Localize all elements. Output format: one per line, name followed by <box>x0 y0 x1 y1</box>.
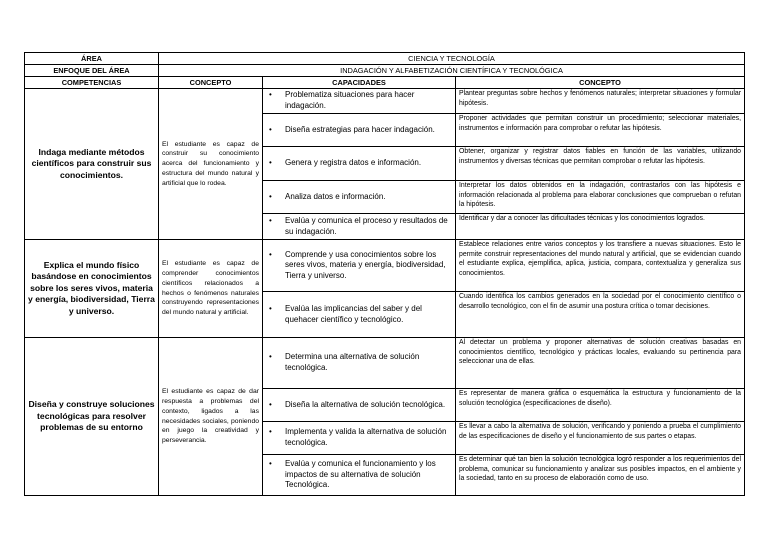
capacidad-row <box>25 89 745 114</box>
bullet-icon: • <box>269 427 272 437</box>
capacidad-cell <box>263 455 456 496</box>
capacidad-label: Comprende y usa conocimientos sobre los seres vivos, materia y energía, biodiversidad, Tierra y universo. <box>285 249 446 280</box>
capacidad-label: Analiza datos e información. <box>285 191 386 201</box>
capacidad-concept: Interpretar los datos obtenidos en la indagación, contrastarlos con las hipótesis e información relacionada al problema para elaborar conclusiones que comprueban o refutan la hipótesis. <box>456 181 745 214</box>
capacidad-concept: Plantear preguntas sobre hechos y fenómenos naturales; interpretar situaciones y formular hipótesis. <box>456 89 745 114</box>
bullet-icon: • <box>269 215 272 225</box>
area-label: ÁREA <box>25 53 159 65</box>
bullet-icon: • <box>269 352 272 362</box>
capacidad-label: Diseña estrategias para hacer indagación. <box>285 124 435 134</box>
bullet-icon: • <box>269 191 272 201</box>
column-header-row <box>25 77 745 89</box>
capacidad-concept: Cuando identifica los cambios generados en la sociedad por el conocimiento científico o desarrollo tecnológico, con el fin de asumir una postura crítica o tomar decisiones. <box>456 292 745 338</box>
capacidad-label: Determina una alternativa de solución tecnológica. <box>285 352 420 372</box>
capacidad-cell <box>263 147 456 181</box>
capacidad-concept: Obtener, organizar y registrar datos fiables en función de las variables, utilizando instrumentos y diversas técnicas que permitan comprobar o refutar las hipótesis. <box>456 147 745 181</box>
capacidad-label: Evalúa las implicancias del saber y del quehacer científico y tecnológico. <box>285 303 422 324</box>
capacidad-cell <box>263 89 456 114</box>
capacidad-cell <box>263 214 456 240</box>
capacidad-concept: Es representar de manera gráfica o esquemática la estructura y funcionamiento de la solución tecnológica (especificaciones de diseño). <box>456 389 745 422</box>
competencia-name: Diseña y construye soluciones tecnológicas para resolver problemas de su entorno <box>25 338 159 496</box>
bullet-icon: • <box>269 303 272 313</box>
capacidad-concept: Identificar y dar a conocer las dificultades técnicas y los conocimientos logrados. <box>456 214 745 240</box>
competencia-concept: El estudiante es capaz de comprender conocimientos científicos relacionados a hechos o fenómenos naturales construyendo representaciones del mundo natural y artificial. <box>159 240 263 338</box>
capacidad-cell <box>263 422 456 455</box>
bullet-icon: • <box>269 399 272 409</box>
competencia-concept: El estudiante es capaz de construir su conocimiento acerca del funcionamiento y estructura del mundo natural y artificial que lo rodea. <box>159 89 263 240</box>
capacidad-concept: Es llevar a cabo la alternativa de solución, verificando y poniendo a prueba el cumplimiento de las especificaciones de diseño y el funcionamiento de sus partes o etapas. <box>456 422 745 455</box>
capacidad-label: Implementa y valida la alternativa de solución tecnológica. <box>285 427 447 447</box>
capacidad-label: Genera y registra datos e información. <box>285 158 422 168</box>
bullet-icon: • <box>269 459 272 469</box>
col-concepto-2: CONCEPTO <box>456 77 745 89</box>
enfoque-row <box>25 65 745 77</box>
competencia-name: Explica el mundo físico basándose en conocimientos sobre los seres vivos, materia y energía, biodiversidad, Tierra y universo. <box>25 240 159 338</box>
capacidad-cell <box>263 181 456 214</box>
col-competencias: COMPETENCIAS <box>25 77 159 89</box>
enfoque-value: INDAGACIÓN Y ALFABETIZACIÓN CIENTÍFICA Y TECNOLÓGICA <box>159 65 745 77</box>
capacidad-label: Problematiza situaciones para hacer indagación. <box>285 90 415 110</box>
capacidad-concept: Es determinar qué tan bien la solución tecnológica logró responder a los requerimientos del problema, comunicar su funcionamiento y analizar sus posibles impactos, en el ambiente y la sociedad, tanto en su proceso de elaboración como de uso. <box>456 455 745 496</box>
capacidad-label: Evalúa y comunica el funcionamiento y los impactos de su alternativa de solución Tecnológica. <box>285 459 436 490</box>
curriculum-table <box>24 52 745 496</box>
bullet-icon: • <box>269 249 272 259</box>
capacidad-concept: Establece relaciones entre varios conceptos y los transfiere a nuevas situaciones. Esto le permite construir representaciones del mundo natural y artificial, que se evidencian cuando el estudiante explica, ejemplifica, aplica, justicia, compara, contextualiza y generaliza sus conocimientos. <box>456 240 745 292</box>
bullet-icon: • <box>269 124 272 134</box>
competencia-concept: El estudiante es capaz de dar respuesta a problemas del contexto, ligados a las necesidades sociales, poniendo en juego la creatividad y perseverancia. <box>159 338 263 496</box>
bullet-icon: • <box>269 158 272 168</box>
capacidad-cell <box>263 292 456 338</box>
competencia-name: Indaga mediante métodos científicos para construir sus conocimientos. <box>25 89 159 240</box>
capacidad-cell <box>263 114 456 147</box>
capacidad-label: Diseña la alternativa de solución tecnológica. <box>285 399 446 409</box>
capacidad-cell <box>263 240 456 292</box>
col-capacidades: CAPACIDADES <box>263 77 456 89</box>
area-value: CIENCIA Y TECNOLOGÍA <box>159 53 745 65</box>
capacidad-row <box>25 338 745 389</box>
area-row <box>25 53 745 65</box>
capacidad-label: Evalúa y comunica el proceso y resultados de su indagación. <box>285 215 448 236</box>
capacidad-cell <box>263 389 456 422</box>
bullet-icon: • <box>269 90 272 100</box>
capacidad-row <box>25 240 745 292</box>
capacidad-concept: Al detectar un problema y proponer alternativas de solución creativas basadas en conocimientos científico, tecnológico y prácticas locales, evaluando su pertinencia para seleccionar una de ellas. <box>456 338 745 389</box>
capacidad-concept: Proponer actividades que permitan construir un procedimiento; seleccionar materiales, instrumentos e información para comprobar o refutar las hipótesis. <box>456 114 745 147</box>
enfoque-label: ENFOQUE DEL ÁREA <box>25 65 159 77</box>
capacidad-cell <box>263 338 456 389</box>
col-concepto: CONCEPTO <box>159 77 263 89</box>
